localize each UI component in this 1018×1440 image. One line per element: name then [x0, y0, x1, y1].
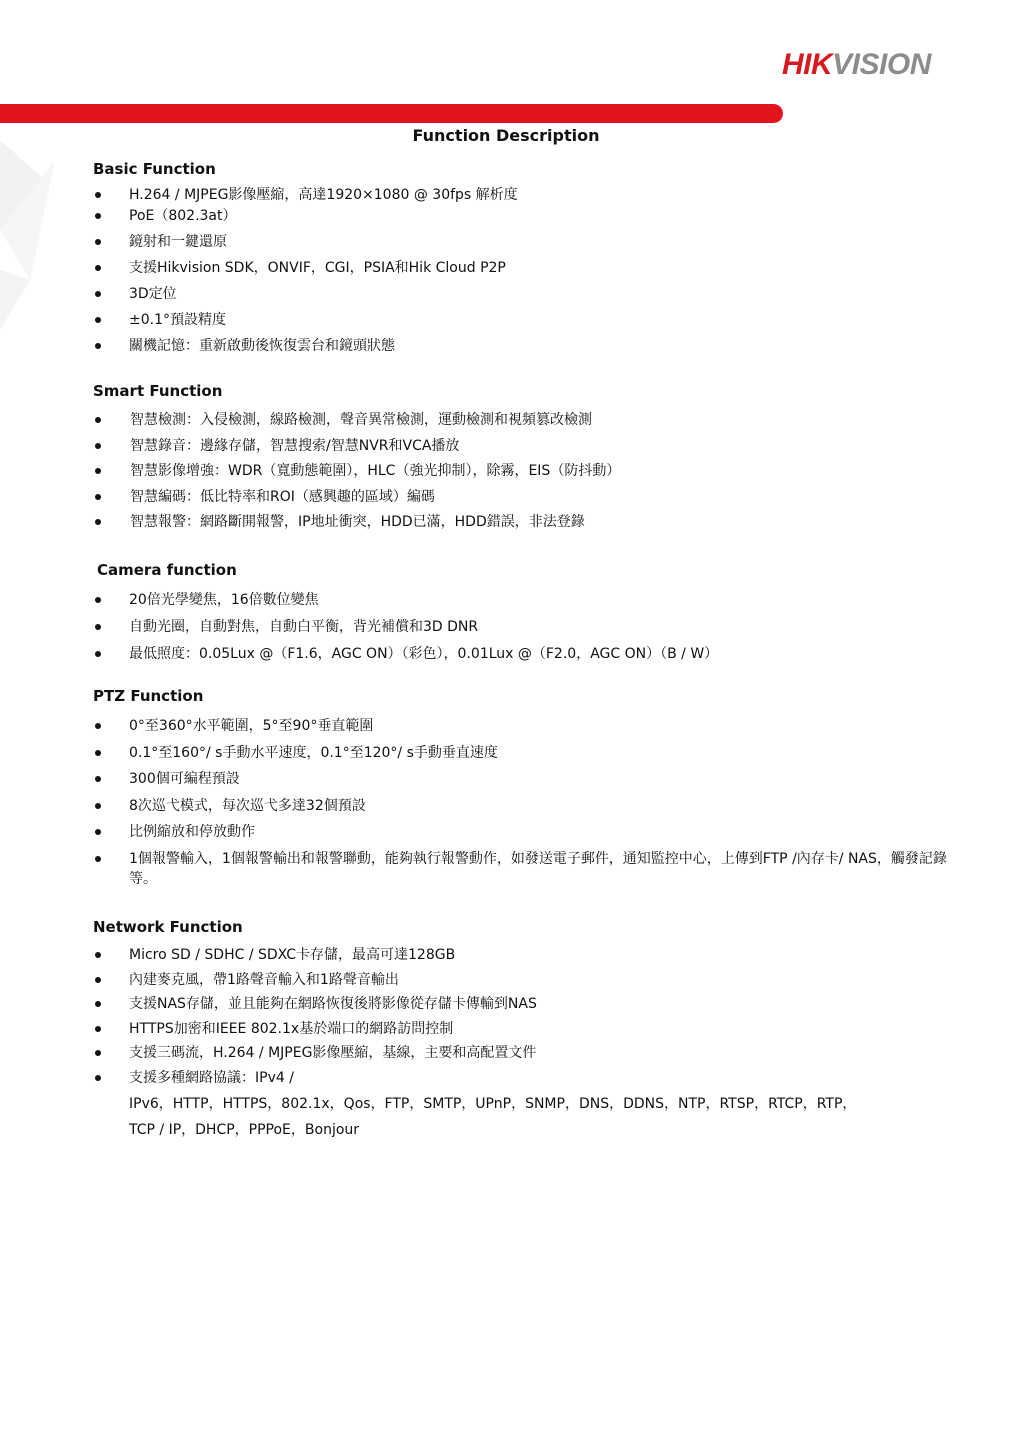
basic-function-list: [93, 185, 973, 362]
list-item: 智慧錄音：邊緣存儲，智慧搜索/智慧NVR和VCA播放: [93, 436, 973, 462]
list-item: 智慧報警：網路斷開報警，IP地址衝突，HDD已滿，HDD錯誤，非法登錄: [93, 512, 973, 538]
background-watermark: [0, 120, 60, 340]
list-item: 支援三碼流，H.264 / MJPEG影像壓縮，基線，主要和高配置文件: [93, 1043, 973, 1068]
section-title-ptz: PTZ Function: [93, 687, 204, 705]
list-item: PoE（802.3at）: [93, 206, 973, 232]
section-title-network: Network Function: [93, 918, 243, 936]
list-item: 支援Hikvision SDK，ONVIF，CGI，PSIA和Hik Cloud P2P: [93, 258, 973, 284]
logo-hik-text: HIK: [782, 48, 833, 81]
list-item: 3D定位: [93, 284, 973, 310]
protocols-line-2: TCP / IP，DHCP，PPPoE，Bonjour: [129, 1122, 360, 1138]
header-red-bar: [0, 104, 783, 123]
protocols-line-1: IPv6，HTTP，HTTPS，802.1x，Qos，FTP，SMTP，UPnP，SNMP，DNS，DDNS，NTP，RTSP，RTCP，RTP，: [129, 1096, 857, 1112]
document-title: Function Description: [412, 126, 600, 145]
list-item: 8次巡弋模式，每次巡弋多達32個預設: [93, 796, 973, 823]
logo-vision-text: VISION: [832, 48, 931, 81]
list-item: 0°至360°水平範圍，5°至90°垂直範圍: [93, 716, 973, 743]
list-item: 鏡射和一鍵還原: [93, 232, 973, 258]
hikvision-logo: [782, 48, 931, 82]
list-item: 關機記憶：重新啟動後恢復雲台和鏡頭狀態: [93, 336, 973, 362]
list-item: 支援NAS存儲，並且能夠在網路恢復後將影像從存儲卡傳輸到NAS: [93, 994, 973, 1019]
list-item: HTTPS加密和IEEE 802.1x基於端口的網路訪問控制: [93, 1019, 973, 1044]
list-item: 智慧編碼：低比特率和ROI（感興趣的區域）編碼: [93, 487, 973, 513]
network-function-list: [93, 945, 973, 1092]
list-item: 最低照度：0.05Lux @（F1.6，AGC ON）（彩色），0.01Lux @（F2.0，AGC ON）（B / W）: [93, 644, 973, 671]
list-item: 支援多種網路協議：IPv4 /: [93, 1068, 973, 1093]
list-item: 20倍光學變焦，16倍數位變焦: [93, 590, 973, 617]
list-item: ±0.1°預設精度: [93, 310, 973, 336]
section-title-smart: Smart Function: [93, 382, 223, 400]
list-item: 智慧影像增強：WDR（寬動態範圍），HLC（強光抑制），除霧，EIS（防抖動）: [93, 461, 973, 487]
list-item: 0.1°至160°/ s手動水平速度，0.1°至120°/ s手動垂直速度: [93, 743, 973, 770]
list-item: 自動光圈，自動對焦，自動白平衡，背光補償和3D DNR: [93, 617, 973, 644]
list-item: 內建麥克風，帶1路聲音輸入和1路聲音輸出: [93, 970, 973, 995]
smart-function-list: [93, 410, 973, 538]
section-title-camera: Camera function: [97, 561, 237, 579]
list-item: 300個可編程預設: [93, 769, 973, 796]
ptz-function-list: [93, 716, 973, 889]
list-item: 比例縮放和停放動作: [93, 822, 973, 849]
list-item: 1個報警輸入，1個報警輸出和報警聯動，能夠執行報警動作，如發送電子郵件，通知監控中心，上傳到FTP /內存卡/ NAS，觸發記錄等。: [93, 849, 973, 889]
list-item: Micro SD / SDHC / SDXC卡存儲，最高可達128GB: [93, 945, 973, 970]
list-item: 智慧檢測：入侵檢測，線路檢測，聲音異常檢測，運動檢測和視頻篡改檢測: [93, 410, 973, 436]
list-item: H.264 / MJPEG影像壓縮，高達1920×1080 @ 30fps 解析度: [93, 185, 973, 206]
section-title-basic: Basic Function: [93, 160, 216, 178]
camera-function-list: [93, 590, 973, 671]
